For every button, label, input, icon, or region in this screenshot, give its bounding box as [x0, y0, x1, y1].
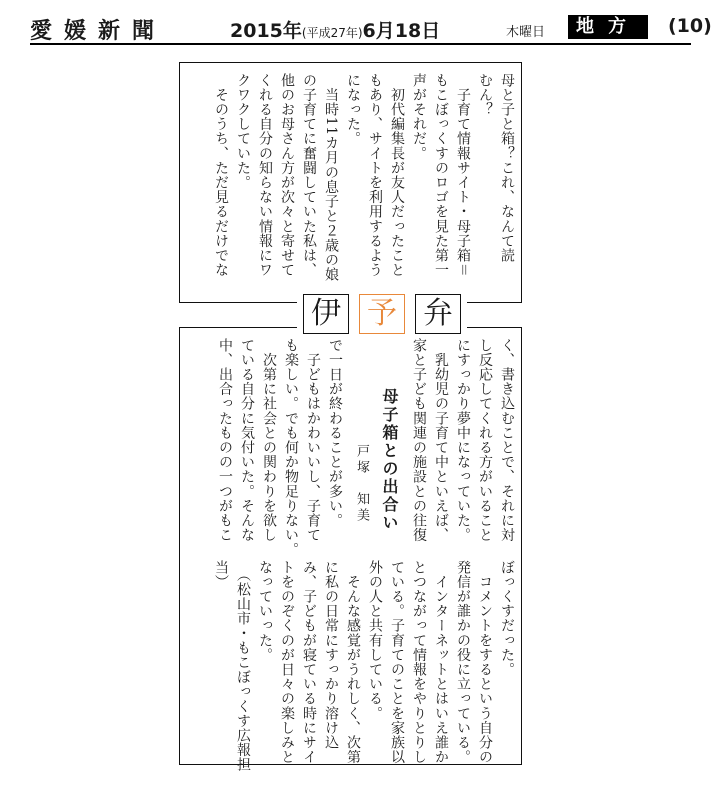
text-column: み、子どもが寝ている時にサイ — [301, 560, 317, 765]
text-column: クワクしていた。 — [235, 73, 251, 190]
text-column: 外の人と共有している。 — [367, 560, 383, 721]
text-column: そのうち、ただ見るだけでな — [213, 73, 229, 278]
logo-char: 弁 — [415, 294, 461, 334]
text-column: なっていった。 — [257, 560, 273, 663]
article-bottom-box — [179, 327, 522, 772]
text-column: の子育てに奮闘していた私は、 — [301, 73, 317, 278]
text-column: 子育て情報サイト・母子箱＝ — [455, 73, 471, 278]
weekday: 木曜日 — [506, 25, 546, 40]
text-column: 発信が誰かの役に立っている。 — [455, 560, 471, 765]
text-column: むん？ — [477, 73, 493, 117]
issue-date — [230, 16, 440, 43]
date-day: 6月18日 — [362, 20, 441, 42]
text-column: もこぼっくすのロゴを見た第一 — [433, 73, 449, 278]
text-column: とつながって情報をやりとりし — [411, 560, 427, 765]
column-logo — [297, 294, 467, 334]
text-column: 当） — [213, 560, 229, 590]
text-column: にすっかり夢中になっていた。 — [455, 338, 471, 543]
text-column: 中、出合ったものの一つがもこ — [217, 338, 233, 543]
logo-char: 伊 — [303, 294, 349, 334]
text-column: もあり、サイトを利用するよう — [367, 73, 383, 278]
article-title: 母子箱との出合い — [380, 388, 399, 532]
text-column: に私の日常にすっかり溶け込 — [323, 560, 339, 750]
text-column: 他のお母さん方が次々と寄せて — [279, 73, 295, 278]
text-column: （松山市・もこぼっくす広報担 — [235, 560, 251, 772]
text-column: 声がそれだ。 — [411, 73, 427, 161]
text-column: 初代編集長が友人だったこと — [389, 73, 405, 278]
text-column: 母と子と箱？これ、なんて読 — [499, 73, 515, 263]
page-number: (10) — [668, 15, 712, 37]
text-column: トをのぞくのが日々の楽しみと — [279, 560, 295, 765]
text-column: 子どもはかわいいし、子育て — [305, 338, 321, 543]
text-column: そんな感覚がうれしく、次第 — [345, 560, 361, 765]
text-column: で一日が終わることが多い。 — [327, 338, 343, 528]
text-column: 家と子ども関連の施設との往復 — [411, 338, 427, 543]
text-column: ている。子育てのことを家族以 — [389, 560, 405, 765]
date-year: 2015年 — [230, 20, 302, 42]
newspaper-name: 愛媛新聞 — [30, 18, 167, 44]
text-column: コメントをするという自分の — [477, 560, 493, 765]
newspaper-header — [30, 12, 712, 44]
section-label: 地方 — [568, 15, 648, 39]
header-rule — [30, 43, 691, 45]
article-top-box — [179, 62, 522, 303]
date-era: (平成27年) — [301, 26, 363, 40]
text-column: 次第に社会との関わりを欲し — [261, 338, 277, 543]
text-column: 乳幼児の子育て中といえば、 — [433, 338, 449, 543]
logo-char-accent: 予 — [359, 294, 405, 334]
text-column: し反応してくれる方がいること — [477, 338, 493, 543]
article-author: 戸塚 知美 — [354, 444, 369, 524]
text-column: ている自分に気付いた。そんな — [239, 338, 255, 543]
text-column: インターネットとはいえ誰か — [433, 560, 449, 765]
text-column: ぼっくすだった。 — [499, 560, 515, 677]
text-column: も楽しい。でも何か物足りない。 — [283, 338, 299, 557]
text-column: くれる自分の知らない情報にワ — [257, 73, 273, 278]
text-column: く、書き込むことで、それに対 — [499, 338, 515, 543]
text-column: 当時11カ月の息子と２歳の娘 — [323, 73, 339, 282]
text-column: になった。 — [345, 73, 361, 146]
